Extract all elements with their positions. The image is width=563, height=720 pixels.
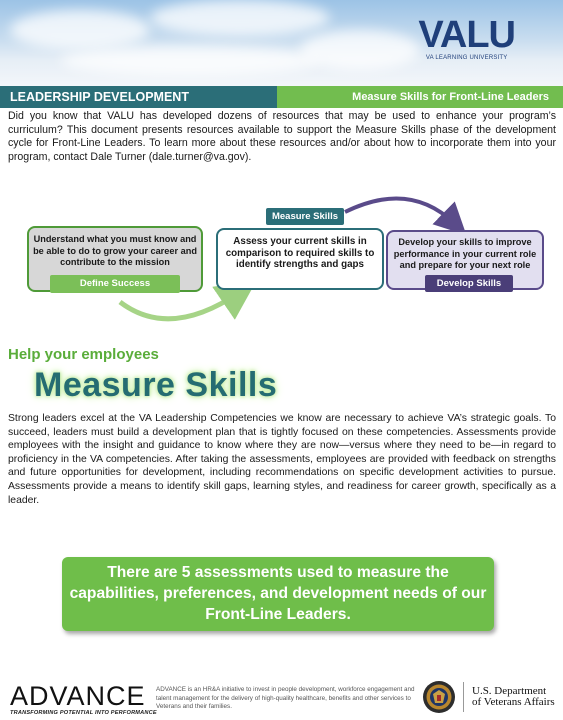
section-title: LEADERSHIP DEVELOPMENT xyxy=(0,86,277,108)
header-banner xyxy=(0,0,563,86)
help-heading: Help your employees xyxy=(8,346,159,363)
va-divider xyxy=(463,682,464,712)
va-line-2: of Veterans Affairs xyxy=(472,696,555,708)
document-subtitle: Measure Skills for Front-Line Leaders xyxy=(277,86,563,108)
measure-skills-tag: Measure Skills xyxy=(266,208,344,225)
intro-paragraph: Did you know that VALU has developed dozens of resources that may be used to enhance your program’s curriculum? This document presents resources available to support the Measure Skills phase of the development cycle for Front-Line Leaders. To learn more about these resources and/or about how to incorporate them into your program, contact Dale Turner (dale.turner@va.gov). xyxy=(8,110,556,163)
va-line-1: U.S. Department xyxy=(472,685,547,697)
development-cycle-diagram xyxy=(0,190,563,340)
arrow-measure-to-develop xyxy=(345,199,455,224)
advance-tagline: TRANSFORMING POTENTIAL INTO PERFORMANCE xyxy=(10,710,157,716)
footer xyxy=(0,676,563,720)
assessments-callout xyxy=(62,557,494,631)
body-paragraph: Strong leaders excel at the VA Leadership Competencies we know are necessary to achieve VA’s strategic goals. To succeed, leaders must build a development plan that is tightly focused on these competencies. Assessments provide employees with the insight and guidance to know where they are now—versus where they need to be—in regard to proficiency in the VA competencies. After taking the assessments, employees are provided with feedback on strengths and future opportunities for development, including recommendations on specific development activities to pursue. Assessments provide a means to identify skill gaps, learning styles, and readiness for career growth, specifically as a leader. xyxy=(8,413,556,506)
arrow-define-to-measure xyxy=(120,292,240,319)
title-band xyxy=(0,86,563,108)
advance-logo: ADVANCE xyxy=(10,681,146,711)
measure-skills-box xyxy=(216,228,384,290)
va-seal-icon xyxy=(422,680,456,714)
measure-skills-text: Assess your current skills in comparison to required skills to identify strengths and gaps xyxy=(225,236,375,270)
advance-description: ADVANCE is an HR&A initiative to invest in people development, workforce engagement and talent management for the delivery of high-quality healthcare, benefits and other services to Veterans and their families. xyxy=(156,686,415,711)
develop-skills-tag: Develop Skills xyxy=(425,275,513,292)
callout-text: There are 5 assessments used to measure the capabilities, preferences, and development needs of our Front-Line Leaders. xyxy=(69,564,487,623)
valu-logo-subtitle: VA LEARNING UNIVERSITY xyxy=(425,55,508,61)
valu-logo-word: VALU xyxy=(418,14,515,56)
define-success-text: Understand what you must know and be able to do to grow your career and contribute to the mission xyxy=(33,234,197,267)
valu-logo xyxy=(418,16,515,61)
define-success-tag: Define Success xyxy=(50,275,180,293)
develop-skills-text: Develop your skills to improve performance in your current role and prepare for your next role xyxy=(393,237,537,270)
measure-skills-heading: Measure Skills xyxy=(34,366,278,404)
va-wordmark xyxy=(472,686,555,708)
